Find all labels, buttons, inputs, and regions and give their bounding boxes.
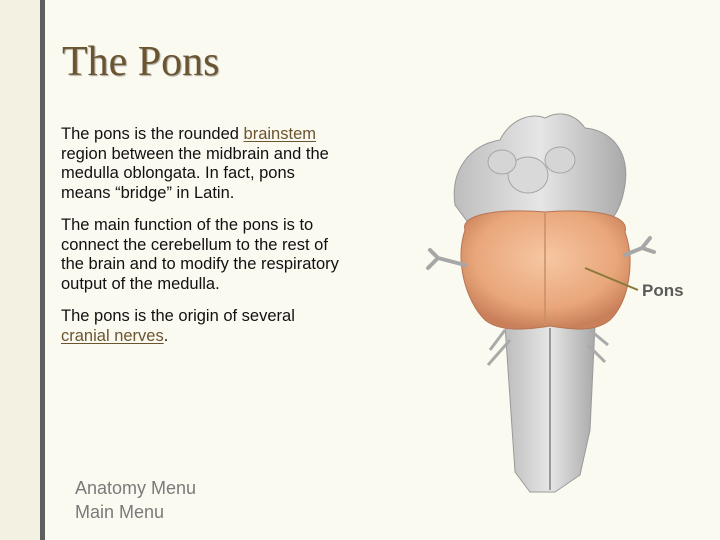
brainstem-link[interactable]: brainstem bbox=[243, 125, 316, 143]
paragraph-3-start: The pons is the origin of several bbox=[61, 307, 295, 325]
brainstem-illustration bbox=[410, 100, 720, 540]
main-menu-link[interactable]: Main Menu bbox=[75, 502, 165, 522]
paragraph-3 bbox=[61, 307, 341, 346]
paragraph-1 bbox=[61, 125, 341, 203]
cranial-nerves-link[interactable]: cranial nerves bbox=[61, 326, 164, 345]
pons-label: Pons bbox=[642, 281, 684, 300]
body-text bbox=[61, 125, 341, 359]
paragraph-2: The main function of the pons is to connect the cerebellum to the rest of the brain and to modify the respiratory output of the medulla. bbox=[61, 216, 339, 293]
paragraph-3-end: . bbox=[163, 326, 169, 345]
nav-menu bbox=[75, 476, 196, 524]
paragraph-1-start: The pons is the rounded bbox=[61, 125, 244, 143]
left-margin bbox=[0, 0, 40, 540]
page-title: The Pons bbox=[62, 39, 220, 85]
left-rule bbox=[40, 0, 45, 540]
anatomy-menu-link[interactable]: Anatomy Menu bbox=[75, 478, 197, 498]
paragraph-1-end: region between the midbrain and the medulla oblongata. In fact, pons means “bridge” in Latin. bbox=[61, 144, 329, 202]
